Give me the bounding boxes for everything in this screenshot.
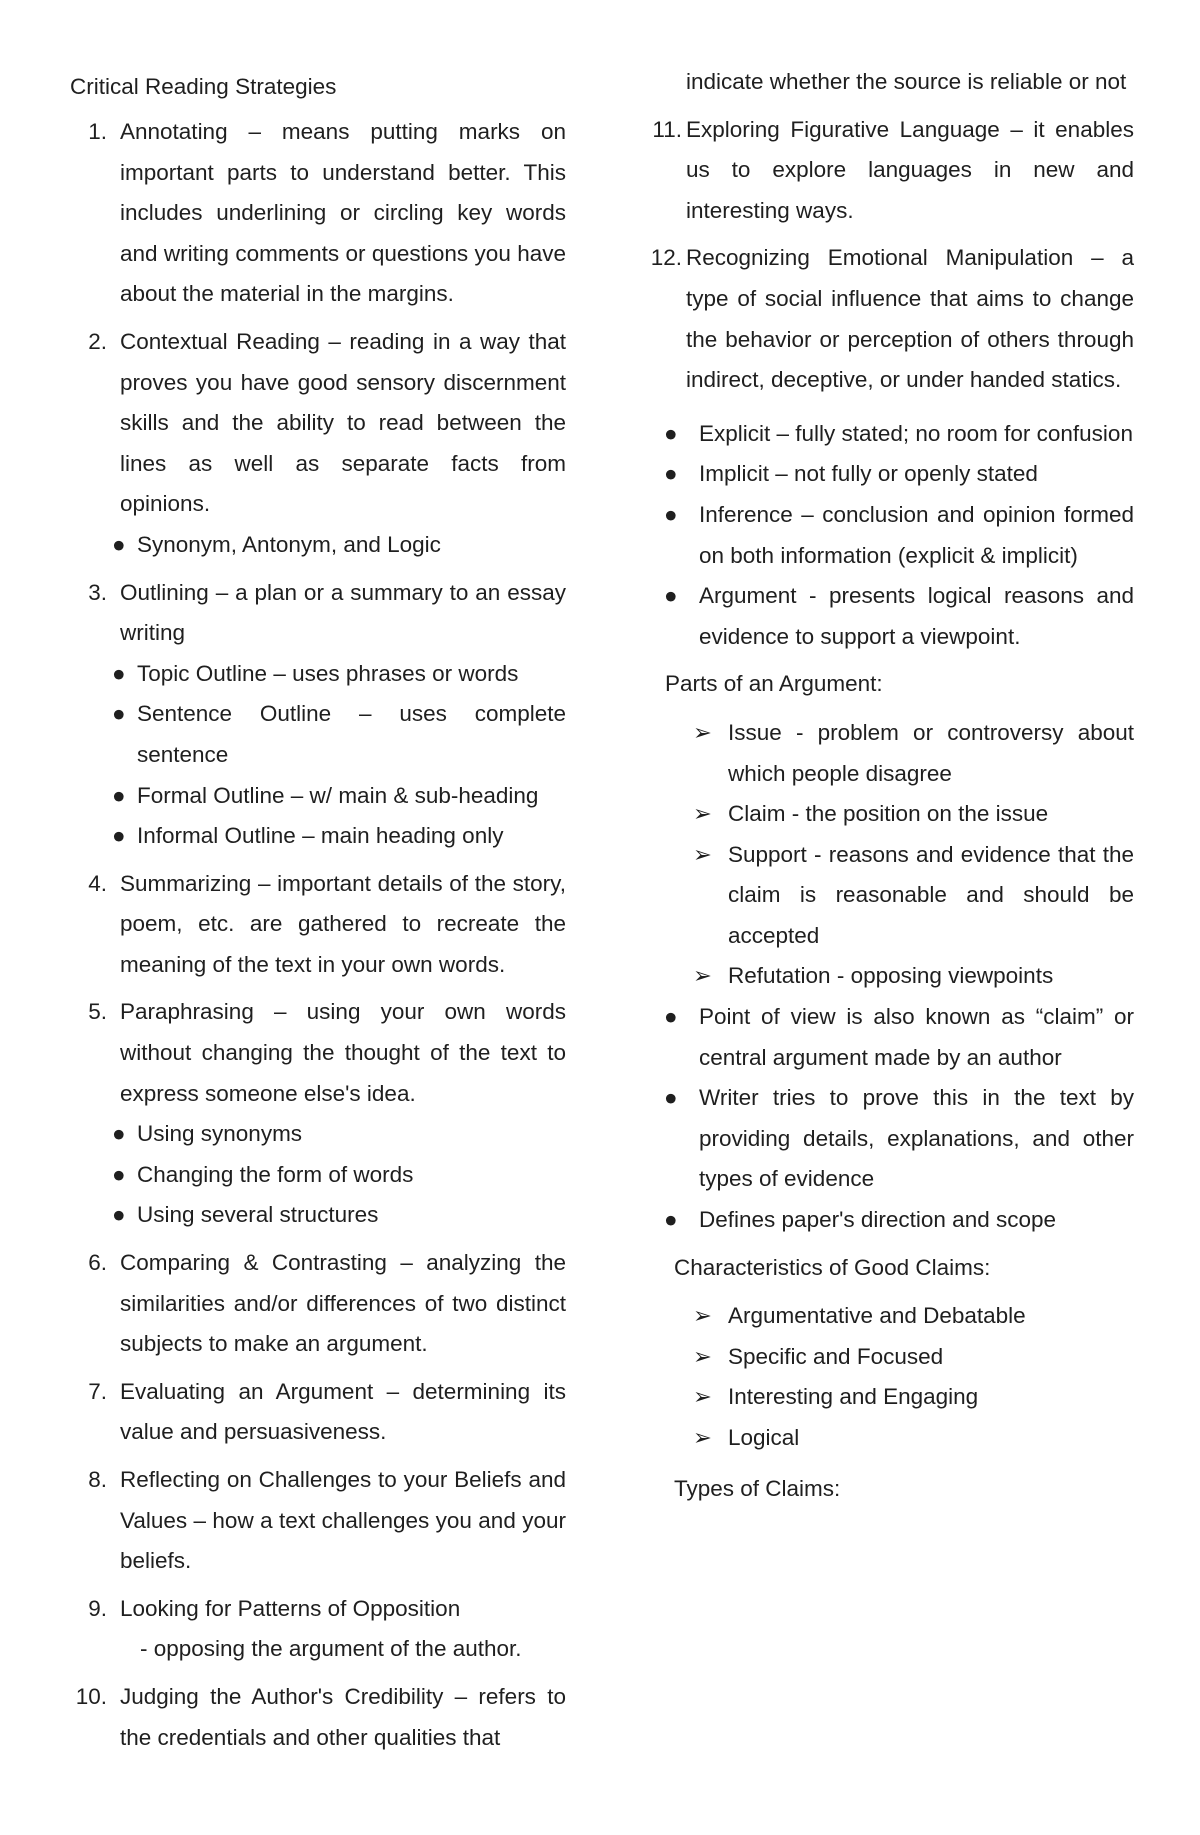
bullet-text: Point of view is also known as “claim” or central argument made by an author xyxy=(699,1004,1134,1070)
arrow-bullet-icon: ➢ xyxy=(693,719,712,745)
item-number: 5. xyxy=(88,999,107,1025)
item-number: 10. xyxy=(75,1683,107,1709)
item-text: Outlining – a plan or a summary to an essay writing xyxy=(120,579,566,646)
arrow-bullet-icon: ➢ xyxy=(693,1343,712,1369)
bullet-icon: ● xyxy=(112,531,126,557)
sub-bullet xyxy=(70,694,566,775)
strategy-9 xyxy=(70,1589,566,1630)
sub-bullet xyxy=(70,654,566,695)
item-note: - opposing the argument of the author. xyxy=(140,1636,522,1662)
strategy-6 xyxy=(70,1243,566,1365)
characteristic-text: Logical xyxy=(728,1425,800,1450)
bullet-icon: ● xyxy=(664,1004,678,1030)
bullet-text: Defines paper's direction and scope xyxy=(699,1207,1057,1233)
strategy-11 xyxy=(650,110,1134,232)
item-text: Paraphrasing – using your own words without changing the thought of the text to express someone else's idea. xyxy=(120,999,566,1106)
item-text: Recognizing Emotional Manipulation – a type of social influence that aims to change the behavior or perception of others through indirect, deceptive, or under handed statics. xyxy=(686,245,1134,393)
item-number: 3. xyxy=(88,579,107,605)
claim-bullet xyxy=(650,1200,1134,1241)
bullet-text: Explicit – fully stated; no room for confusion xyxy=(699,420,1133,446)
item-number: 11. xyxy=(652,116,682,142)
arrow-bullet-icon: ➢ xyxy=(693,963,712,989)
item-number: 9. xyxy=(88,1595,107,1621)
argument-part-text: Claim - the position on the issue xyxy=(728,801,1049,827)
bullet-icon: ● xyxy=(112,701,126,727)
sub-bullet-text: Formal Outline – w/ main & sub-heading xyxy=(137,782,539,808)
sub-bullet xyxy=(70,816,566,857)
item-number: 2. xyxy=(88,328,107,354)
characteristic-item xyxy=(650,1296,1134,1337)
left-column xyxy=(70,62,566,1765)
item-number: 6. xyxy=(88,1250,107,1276)
bullet-icon: ● xyxy=(664,420,678,446)
bullet-icon: ● xyxy=(112,1121,126,1147)
argument-part xyxy=(650,794,1134,835)
sub-bullet xyxy=(70,1114,566,1155)
claim-type-bullet xyxy=(650,495,1134,576)
argument-part-text: Refutation - opposing viewpoints xyxy=(728,963,1054,989)
arrow-bullet-icon: ➢ xyxy=(693,841,712,867)
bullet-icon: ● xyxy=(112,660,126,686)
characteristic-item xyxy=(650,1418,1134,1459)
bullet-text: Writer tries to prove this in the text by providing details, explanations, and other types of evidence xyxy=(699,1085,1134,1192)
sub-bullet-text: Synonym, Antonym, and Logic xyxy=(137,531,441,557)
bullet-icon: ● xyxy=(112,1161,126,1187)
strategy-2 xyxy=(70,322,566,525)
bullet-icon: ● xyxy=(664,1085,678,1111)
claim-type-bullet xyxy=(650,414,1134,455)
strategy-3 xyxy=(70,573,566,654)
item-text: Reflecting on Challenges to your Beliefs and Values – how a text challenges you and your beliefs. xyxy=(120,1467,566,1574)
document-title: Critical Reading Strategies xyxy=(70,74,337,99)
item-text: Judging the Author's Credibility – refers to the credentials and other qualities that xyxy=(120,1683,566,1750)
strategy-7 xyxy=(70,1372,566,1453)
claim-bullet xyxy=(650,997,1134,1078)
item-number: 8. xyxy=(88,1467,107,1492)
characteristic-text: Specific and Focused xyxy=(728,1343,944,1369)
argument-part-text: Support - reasons and evidence that the claim is reasonable and should be accepted xyxy=(728,841,1134,948)
claim-bullet xyxy=(650,1078,1134,1200)
item-text: Exploring Figurative Language – it enables us to explore languages in new and interesting ways. xyxy=(686,116,1134,223)
characteristic-text: Argumentative and Debatable xyxy=(728,1303,1026,1329)
bullet-icon: ● xyxy=(112,782,126,808)
strategy-1 xyxy=(70,112,566,315)
bullet-icon: ● xyxy=(664,461,678,487)
bullet-text: Argument - presents logical reasons and evidence to support a viewpoint. xyxy=(699,583,1134,649)
sub-bullet-text: Using several structures xyxy=(137,1202,379,1228)
characteristic-item xyxy=(650,1337,1134,1378)
strategy-10 xyxy=(70,1677,566,1758)
item-text: Summarizing – important details of the story, poem, etc. are gathered to recreate the meaning of the text in your own words. xyxy=(120,870,566,977)
parts-of-argument-heading: Parts of an Argument: xyxy=(665,671,883,697)
argument-part xyxy=(650,835,1134,957)
item-text: Annotating – means putting marks on important parts to understand better. This includes underlining or circling key words and writing comments or questions you have about the material in the margins. xyxy=(120,119,566,307)
bullet-text: Implicit – not fully or openly stated xyxy=(699,461,1038,487)
sub-bullet xyxy=(70,1195,566,1236)
bullet-icon: ● xyxy=(112,1202,126,1228)
item-number: 1. xyxy=(88,119,107,144)
bullet-icon: ● xyxy=(664,1207,678,1233)
sub-bullet-text: Changing the form of words xyxy=(137,1161,414,1187)
sub-bullet xyxy=(70,525,566,566)
characteristics-heading: Characteristics of Good Claims: xyxy=(674,1254,991,1280)
characteristic-item xyxy=(650,1377,1134,1418)
claim-type-bullet xyxy=(650,576,1134,657)
strategy-10-continuation: indicate whether the source is reliable or not xyxy=(686,69,1127,94)
argument-part xyxy=(650,956,1134,997)
item-number: 4. xyxy=(88,870,107,896)
arrow-bullet-icon: ➢ xyxy=(693,1425,712,1450)
strategy-4 xyxy=(70,864,566,986)
characteristic-text: Interesting and Engaging xyxy=(728,1384,979,1410)
argument-part xyxy=(650,713,1134,794)
sub-bullet xyxy=(70,776,566,817)
bullet-icon: ● xyxy=(664,583,678,609)
argument-part-text: Issue - problem or controversy about which people disagree xyxy=(728,719,1134,786)
bullet-text: Inference – conclusion and opinion formed on both information (explicit & implicit) xyxy=(699,501,1134,568)
bullet-icon: ● xyxy=(664,501,678,527)
sub-bullet-text: Using synonyms xyxy=(137,1121,303,1147)
claim-type-bullet xyxy=(650,454,1134,495)
arrow-bullet-icon: ➢ xyxy=(693,1303,712,1329)
sub-bullet xyxy=(70,1155,566,1196)
item-text: Contextual Reading – reading in a way that proves you have good sensory discernment skills and the ability to read between the lines as well as separate facts from opinions. xyxy=(120,328,566,517)
right-column xyxy=(650,62,1134,1517)
sub-bullet-text: Informal Outline – main heading only xyxy=(137,823,504,849)
sub-bullet-text: Sentence Outline – uses complete sentence xyxy=(137,701,566,767)
item-text: Comparing & Contrasting – analyzing the similarities and/or differences of two distinct subjects to make an argument. xyxy=(120,1250,566,1357)
strategy-8 xyxy=(70,1460,566,1582)
types-of-claims-heading: Types of Claims: xyxy=(674,1475,841,1501)
item-number: 7. xyxy=(88,1378,107,1404)
strategy-5 xyxy=(70,992,566,1114)
item-text: Evaluating an Argument – determining its value and persuasiveness. xyxy=(120,1378,566,1445)
strategy-12 xyxy=(650,238,1134,400)
item-text: Looking for Patterns of Opposition xyxy=(120,1595,461,1621)
sub-bullet-text: Topic Outline – uses phrases or words xyxy=(137,660,519,686)
arrow-bullet-icon: ➢ xyxy=(693,1384,712,1410)
bullet-icon: ● xyxy=(112,823,126,849)
item-number: 12. xyxy=(650,245,682,271)
arrow-bullet-icon: ➢ xyxy=(693,801,712,827)
